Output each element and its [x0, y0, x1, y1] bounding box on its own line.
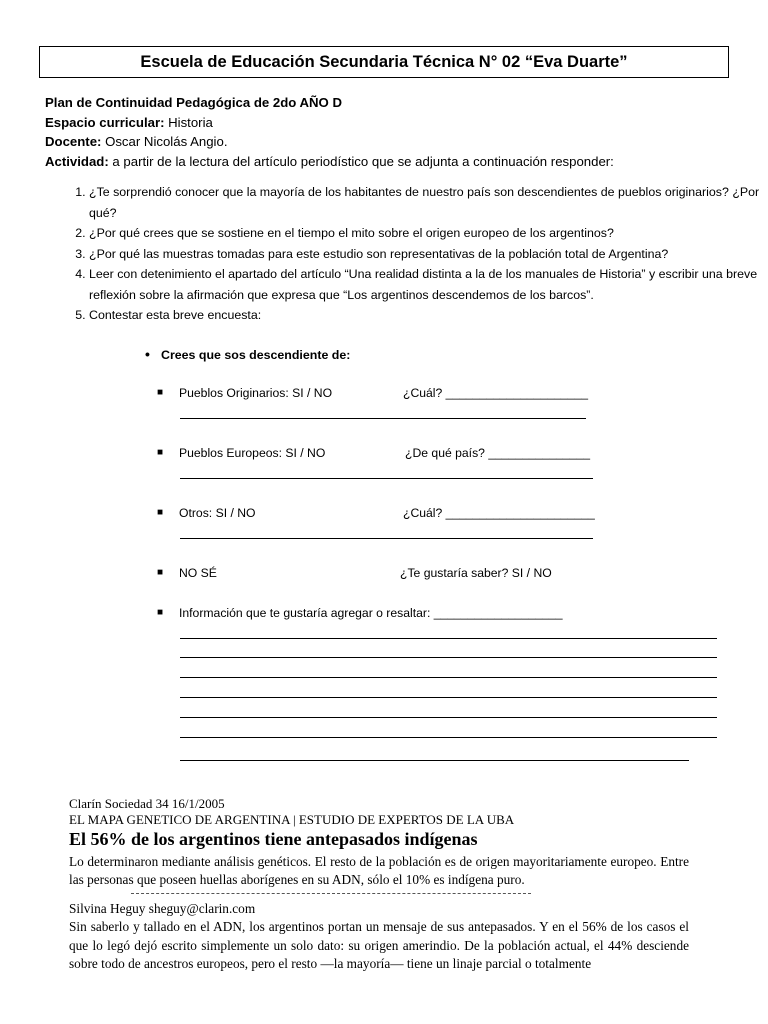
- plan-line: Plan de Continuidad Pedagógica de 2do AÑO D: [45, 95, 342, 110]
- actividad-line: Actividad: a partir de la lectura del artículo periodístico que se adjunta a continuación responder:: [45, 153, 614, 169]
- article-body: Sin saberlo y tallado en el ADN, los argentinos portan un mensaje de sus antepasados. Y en el 56% de los casos el que lo legó dejó escrito simplemente un solo dato: su origen amerindio. De la población actual, el 44% desciende sobre todo de ancestros europeos, pero el resto —la mayoría— tiene un linaje parcial o totalmente: [69, 919, 689, 971]
- question-item: 5. Contestar esta breve encuesta:: [89, 305, 768, 326]
- article-section: EL MAPA GENETICO DE ARGENTINA | ESTUDIO DE EXPERTOS DE LA UBA: [69, 812, 515, 827]
- square-bullet-icon: ■: [157, 387, 164, 398]
- answer-line[interactable]: [180, 657, 717, 658]
- docente-line: Docente: Oscar Nicolás Angio.: [45, 134, 228, 149]
- answer-line[interactable]: [180, 638, 717, 639]
- answer-line[interactable]: [180, 478, 593, 479]
- header-info: [45, 93, 614, 171]
- square-bullet-icon: ■: [157, 507, 164, 518]
- square-bullet-icon: ■: [157, 567, 164, 578]
- answer-line[interactable]: [180, 697, 717, 698]
- question-item: 3. ¿Por qué las muestras tomadas para este estudio son representativas de la población total de Argentina?: [89, 244, 768, 265]
- bullet-icon: •: [145, 346, 150, 362]
- answer-line[interactable]: [180, 538, 593, 539]
- question-item: 2. ¿Por qué crees que se sostiene en el tiempo el mito sobre el origen europeo de los argentinos?: [89, 223, 768, 244]
- answer-line[interactable]: [180, 760, 689, 761]
- square-bullet-icon: ■: [157, 447, 164, 458]
- article-author: Silvina Heguy sheguy@clarin.com: [69, 901, 256, 916]
- answer-line[interactable]: [180, 418, 586, 419]
- question-list: [45, 182, 768, 326]
- school-name: Escuela de Educación Secundaria Técnica N° 02 “Eva Duarte”: [140, 52, 628, 71]
- separator: [131, 893, 531, 894]
- square-bullet-icon: ■: [157, 607, 164, 618]
- survey-heading: • Crees que sos descendiente de:: [145, 346, 351, 362]
- article-source: Clarín Sociedad 34 16/1/2005: [69, 796, 225, 811]
- question-item: 1. ¿Te sorprendió conocer que la mayoría de los habitantes de nuestro país son descendientes de pueblos originarios? ¿Por qué?: [89, 182, 768, 223]
- answer-line[interactable]: [180, 717, 717, 718]
- article-lead: Lo determinaron mediante análisis genéticos. El resto de la población es de origen mayoritariamente europeo. Entre las personas que poseen huellas aborígenes en su ADN, sólo el 10% es indígena puro.: [69, 854, 689, 887]
- espacio-line: Espacio curricular: Historia: [45, 114, 213, 130]
- school-title: [39, 46, 729, 78]
- answer-line[interactable]: [180, 737, 717, 738]
- answer-line[interactable]: [180, 677, 717, 678]
- question-item: 4. Leer con detenimiento el apartado del artículo “Una realidad distinta a la de los manuales de Historia” y escribir una breve reflexión sobre la afirmación que expresa que “Los argentinos descendemos de los barcos”.: [89, 264, 768, 305]
- article-headline: El 56% de los argentinos tiene antepasados indígenas: [69, 829, 478, 849]
